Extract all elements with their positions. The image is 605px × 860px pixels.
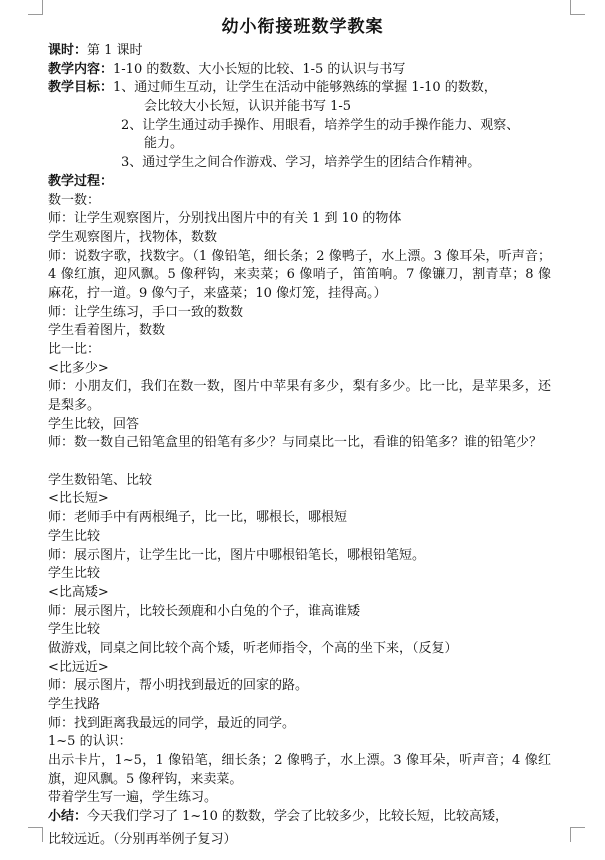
paragraph: 师：数一数自己铅笔盒里的铅笔有多少？与同桌比一比，看谁的铅笔多？谁的铅笔少？ [48,435,543,451]
subsection-heading: <比高矮> [48,584,109,600]
section-heading: 数一数： [48,192,101,208]
summary-text: 今天我们学习了 1~10 的数数，学会了比较多少，比较长短，比较高矮， [87,809,508,825]
paragraph: 学生看着图片，数数 [48,323,166,339]
paragraph: 学生数铅笔、比较 [48,472,153,488]
goal-item: 2、让学生通过动手操作、用眼看，培养学生的动手操作能力、观察、 [121,117,520,133]
paragraph: 师：让学生观察图片，分别找出图片中的有关 1 到 10 的物体 [48,211,402,227]
document-title: 幼小衔接班数学教案 [221,17,384,37]
content-line [48,61,551,80]
paragraph: 学生比较 [48,528,101,544]
section-heading: 1~5 的认识： [48,734,132,750]
goal-item: 3、通过学生之间合作游戏、学习，培养学生的团结合作精神。 [121,155,481,171]
paragraph: 学生比较 [48,622,101,638]
summary-continuation: 比较远近。（分别再举例子复习） [48,831,237,847]
paragraph: 出示卡片，1~5，1 像铅笔，细长条；2 像鸭子，水上漂。3 像耳朵，听声音；4 像红旗，迎风飘。5 像秤钩，来卖菜。 [48,753,551,787]
subsection-heading: <比远近> [48,659,109,675]
paragraph: 做游戏，同桌之间比较个高个矮，听老师指令，个高的坐下来，（反复） [48,640,458,656]
paragraph: 学生比较，回答 [48,416,140,432]
process-label: 教学过程： [48,173,114,189]
goal-label: 教学目标： [48,80,114,96]
paragraph: 师：老师手中有两根绳子，比一比，哪根长，哪根短 [48,510,348,526]
page-corner-mark [570,827,585,842]
paragraph: 师：找到距离我最远的同学，最近的同学。 [48,715,296,731]
goal-item-cont: 会比较大小长短，认识并能书写 1-5 [144,99,352,115]
paragraph: 师：展示图片，比较长颈鹿和小白兔的个子，谁高谁矮 [48,603,361,619]
goal-line [48,79,551,98]
lesson-value: 第 1 课时 [87,43,143,58]
page-corner-mark [28,827,43,842]
summary-label: 小结： [48,809,88,825]
goal-item: 1、通过师生互动，让学生在活动中能够熟练的掌握 1-10 的数数， [113,80,497,96]
paragraph: 带着学生写一遍，学生练习。 [48,790,218,806]
subsection-heading: <比长短> [48,491,109,507]
paragraph: 师：小朋友们，我们在数一数，图片中苹果有多少，梨有多少。比一比，是苹果多，还是梨多。 [48,379,551,414]
paragraph: 师：让学生练习，手口一致的数数 [48,304,244,320]
paragraph: 学生比较 [48,566,101,582]
subsection-heading: <比多少> [48,360,109,376]
paragraph: 学生观察图片，找物体，数数 [48,229,218,245]
paragraph: 师：展示图片，让学生比一比，图片中哪根铅笔长，哪根铅笔短。 [48,547,426,563]
paragraph: 学生找路 [48,697,101,713]
lesson-label: 课时： [48,43,88,58]
content-value: 1-10 的数数、大小长短的比较、1-5 的认识与书写 [113,61,406,77]
goal-item-cont: 能力。 [144,136,184,152]
document-body [48,42,551,850]
summary-line [48,808,551,827]
lesson-line [48,42,551,61]
paragraph: 师：说数字歌，找数字。（1 像铅笔，细长条；2 像鸭子，水上漂。3 像耳朵，听声音；4 像红旗，迎风飘。5 像秤钩，来卖菜；6 像哨子，笛笛响。7 像镰刀，割青草；8 像麻花，拧一道。9 像勺子，来盛菜；10 像灯笼，挂得高。） [48,248,551,301]
section-heading: 比一比： [48,341,101,357]
paragraph: 师：展示图片，帮小明找到最近的回家的路。 [48,678,309,694]
content-label: 教学内容： [48,61,114,77]
